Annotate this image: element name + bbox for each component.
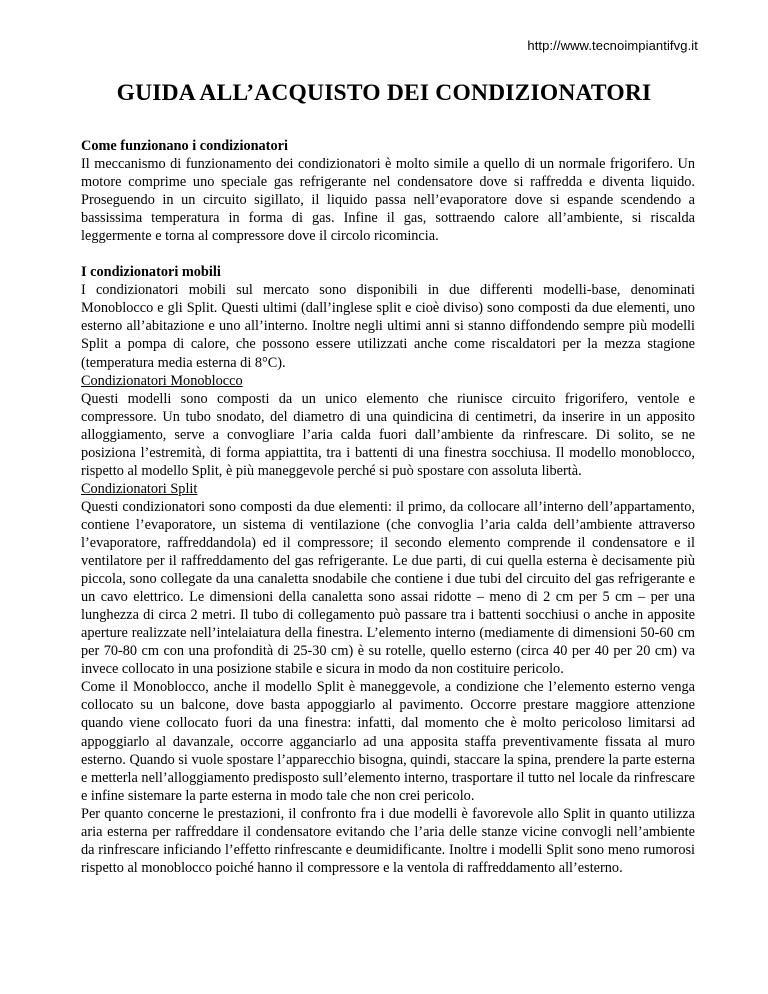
document-body bbox=[81, 137, 695, 895]
subheading-monoblocco: Condizionatori Monoblocco bbox=[81, 372, 243, 389]
paragraph-monoblocco: Questi modelli sono composti da un unico elemento che riunisce circuito frigorifero, ventole e compressore. Un tubo snodato, del diametro di una quindicina di centimetri, da inserire in un apposito alloggiamento, serve a convogliare l’aria calda fuori dall’ambiente da rinfrescare. Di solito, se ne posiziona l’estremità, di forma appiattita, tra i battenti di una finestra socchiusa. Il modello monoblocco, rispetto al modello Split, è più maneggevole perché si può spostare con assoluta libertà. bbox=[81, 390, 695, 479]
paragraph-split-performance: Per quanto concerne le prestazioni, il confronto fra i due modelli è favorevole allo Split in quanto utilizza aria esterna per raffreddare il condensatore evitando che l’aria delle stanze vicine convogli nell’ambiente da rinfrescare inficiando l’effetto rinfrescante e deumidificante. Inoltre i modelli Split sono meno rumorosi rispetto al monoblocco poiché hanno il compressore e la ventola di raffreddamento all’esterno. bbox=[81, 805, 695, 876]
paragraph-how-it-works: Il meccanismo di funzionamento dei condizionatori è molto simile a quello di un normale frigorifero. Un motore comprime uno speciale gas refrigerante nel condensatore dove si raffredda e diventa liquido. Proseguendo in un circuito sigillato, il liquido passa nell’evaporatore dove si espande scendendo a bassissima temperatura in forma di gas. Infine il gas, sottraendo calore all’ambiente, si riscalda leggermente e torna al compressore dove il circolo ricomincia. bbox=[81, 156, 695, 245]
paragraph-mobile-intro: I condizionatori mobili sul mercato sono disponibili in due differenti modelli-base, denominati Monoblocco e gli Split. Questi ultimi (dall’inglese split e cioè diviso) sono composti da due elementi, uno esterno all’abitazione e uno all’interno. Inoltre negli ultimi anni si stanno diffondendo sempre più modelli Split a pompa di calore, che possono essere utilizzati anche come riscaldatori per la mezza stagione (temperatura media esterna di 8°C). bbox=[81, 282, 695, 371]
header-url: http://www.tecnoimpiantifvg.it bbox=[527, 38, 698, 53]
section-how-it-works bbox=[81, 137, 695, 245]
section-heading-mobile-conditioners: I condizionatori mobili bbox=[81, 264, 221, 281]
subheading-split: Condizionatori Split bbox=[81, 480, 198, 497]
paragraph-split-handling: Come il Monoblocco, anche il modello Split è maneggevole, a condizione che l’elemento esterno venga collocato su un balcone, dove basta appoggiarlo al pavimento. Occorre prestare maggiore attenzione quando viene collocato fuori da una finestra: infatti, dal momento che è molto pericoloso limitarsi ad appoggiarlo al davanzale, occorre agganciarlo ad una apposita staffa preventivamente fissata al muro esterno. Quando si vuole spostare l’apparecchio bisogna, quindi, staccare la spina, prendere la parte esterna e metterla nell’alloggiamento predisposto sull’elemento interno, trasportare il tutto nel locale da rinfrescare e infine sistemare la parte esterna in modo tale che non crei pericolo. bbox=[81, 679, 695, 804]
page-title: GUIDA ALL’ACQUISTO DEI CONDIZIONATORI bbox=[116, 80, 652, 106]
section-heading-how-it-works: Come funzionano i condizionatori bbox=[81, 138, 288, 154]
paragraph-split-description: Questi condizionatori sono composti da due elementi: il primo, da collocare all’interno dell’appartamento, contiene l’evaporatore, un sistema di ventilazione (che convoglia l’aria calda dell’ambiente attraverso l’evaporatore, raffreddandola) ed il compressore; il secondo elemento comprende il condensatore e il ventilatore per il raffreddamento del gas refrigerante. Le due parti, di cui quella esterna è decisamente più piccola, sono collegate da una canaletta snodabile che contiene i due tubi del circuito del gas refrigerante e un cavo elettrico. Le dimensioni della canaletta sono assai ridotte – meno di 2 cm per 5 cm – per una lunghezza di circa 2 metri. Il tubo di collegamento può passare tra i battenti socchiusi o anche in apposite aperture realizzate nell’intelaiatura della finestra. L’elemento interno (mediamente di dimensioni 50-60 cm per 70-80 cm con una profondità di 25-30 cm) è su rotelle, quello esterno (circa 40 per 40 per 20 cm) va invece collocato in una posizione stabile e sicura in modo da non costituire pericolo. bbox=[81, 498, 695, 678]
section-mobile-conditioners bbox=[81, 263, 695, 877]
